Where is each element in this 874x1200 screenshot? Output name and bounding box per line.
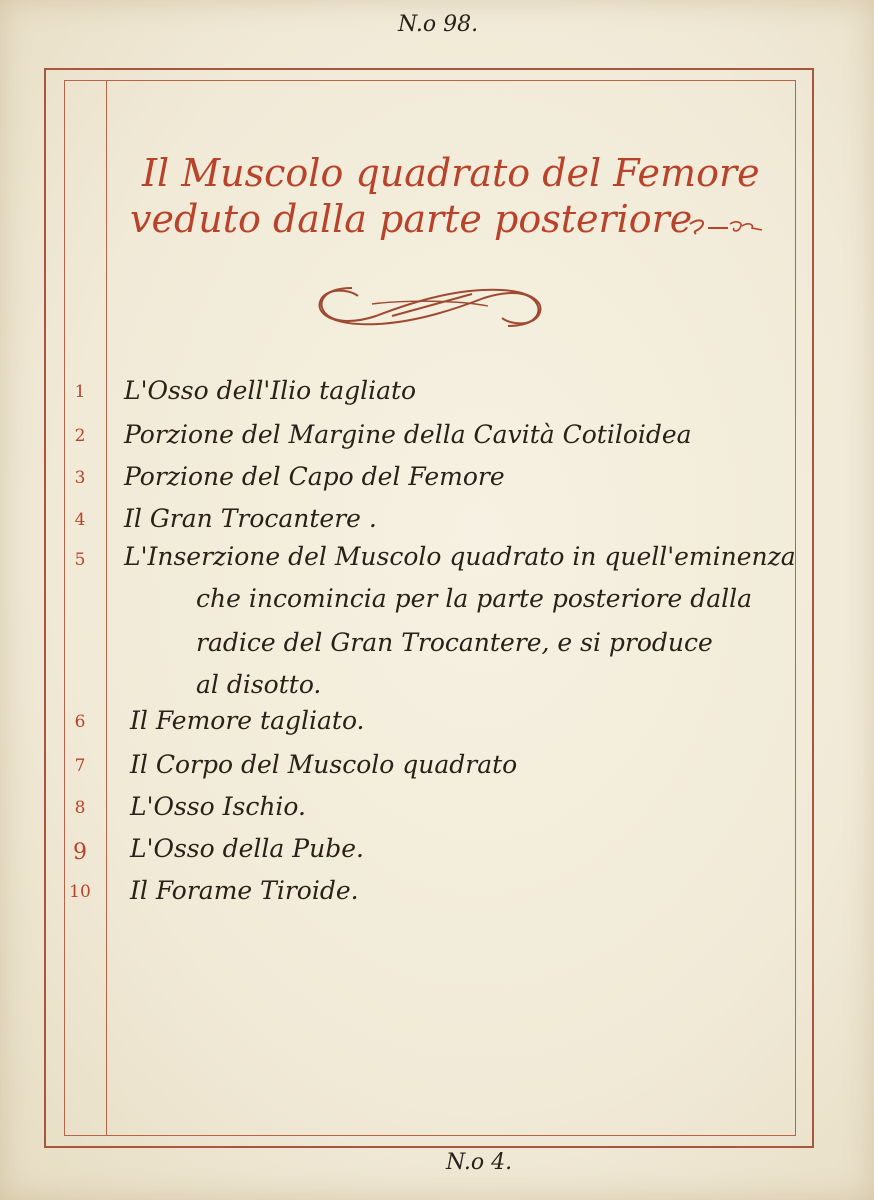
item-text: Il Gran Trocantere . bbox=[124, 504, 377, 533]
item-number: 8 bbox=[74, 798, 86, 818]
title-line-1: Il Muscolo quadrato del Femore bbox=[142, 151, 760, 195]
item-number: 1 bbox=[74, 382, 86, 402]
list-item bbox=[0, 704, 874, 744]
list-item bbox=[0, 874, 874, 914]
item-text: L'Osso Ischio. bbox=[130, 792, 306, 821]
plate-number-top: N.o 98. bbox=[398, 12, 479, 37]
item-text: Il Forame Tiroide. bbox=[130, 876, 359, 905]
list-item bbox=[0, 460, 874, 500]
item-text: Porzione del Margine della Cavità Cotiloidea bbox=[124, 420, 692, 449]
list-item bbox=[0, 502, 874, 542]
item-text: Porzione del Capo del Femore bbox=[124, 462, 505, 491]
item-number: 4 bbox=[74, 510, 86, 530]
item-text: L'Inserzione del Muscolo quadrato in quell'eminenza bbox=[124, 542, 796, 571]
item-number: 7 bbox=[74, 756, 86, 776]
list-item bbox=[0, 540, 874, 700]
list-item bbox=[0, 790, 874, 830]
item-text: Il Corpo del Muscolo quadrato bbox=[130, 750, 518, 779]
list-item bbox=[0, 374, 874, 414]
item-text: L'Osso dell'Ilio tagliato bbox=[124, 376, 417, 405]
item-text: L'Osso della Pube. bbox=[130, 834, 364, 863]
item-text-continuation: che incomincia per la parte posteriore dalla bbox=[196, 584, 753, 613]
list-item bbox=[0, 418, 874, 458]
item-number: 9 bbox=[73, 840, 87, 865]
item-number: 2 bbox=[74, 426, 86, 446]
item-text-continuation: al disotto. bbox=[196, 670, 322, 699]
page-title bbox=[120, 150, 780, 242]
item-number: 5 bbox=[74, 550, 86, 570]
item-number: 6 bbox=[74, 712, 86, 732]
list-item bbox=[0, 832, 874, 872]
item-number: 3 bbox=[74, 468, 86, 488]
item-number: 10 bbox=[69, 882, 91, 902]
item-text: Il Femore tagliato. bbox=[130, 706, 365, 735]
title-line-2: veduto dalla parte posteriore bbox=[130, 197, 693, 241]
list-item bbox=[0, 748, 874, 788]
title-flourish-icon bbox=[688, 214, 768, 244]
plate-number-bottom: N.o 4. bbox=[446, 1150, 513, 1175]
flourish-ornament-icon bbox=[312, 282, 547, 332]
item-text-continuation: radice del Gran Trocantere, e si produce bbox=[196, 628, 713, 657]
